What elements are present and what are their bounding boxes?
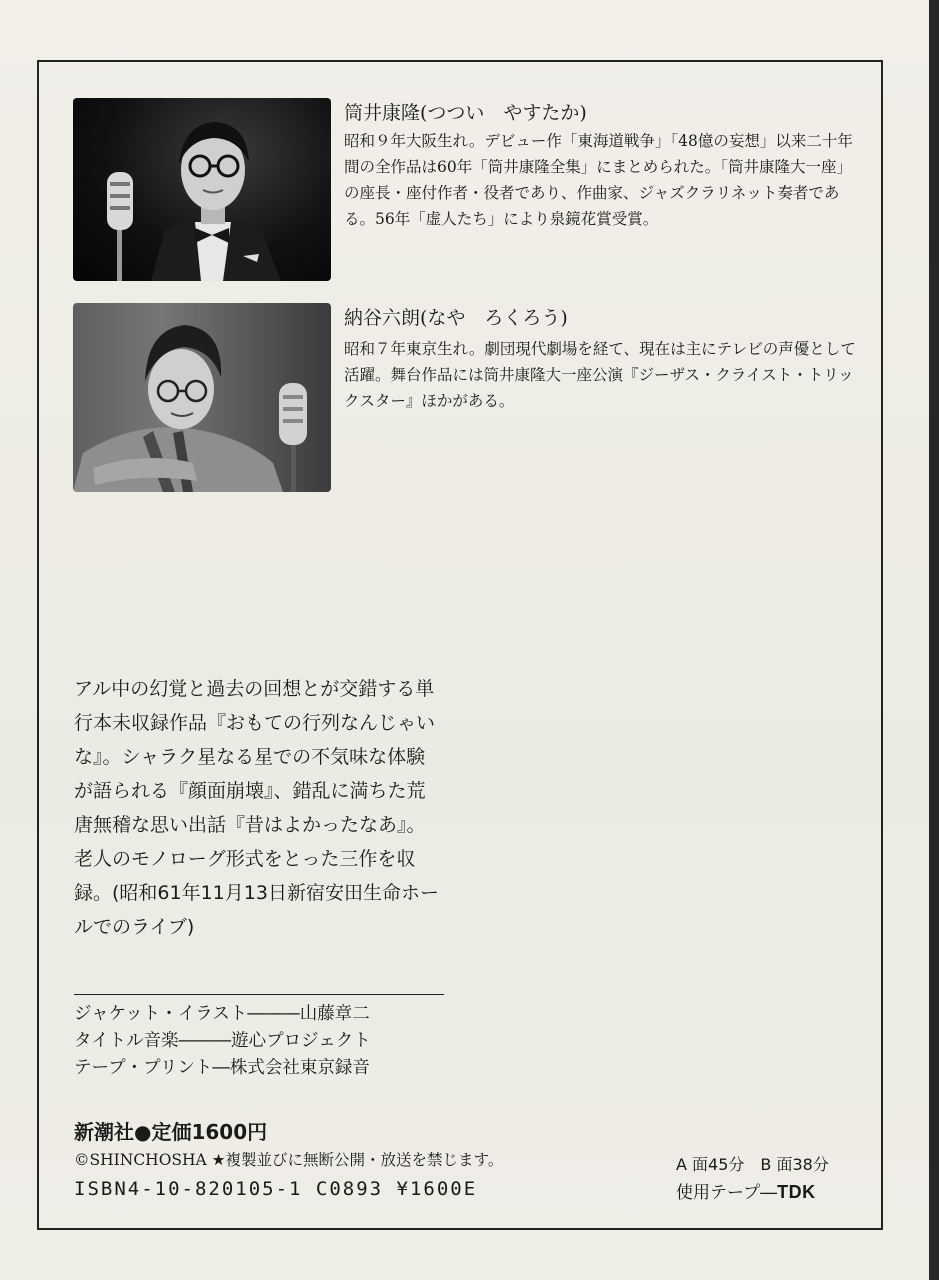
card-edge bbox=[929, 0, 939, 1280]
performer2-bio: 昭和７年東京生れ。劇団現代劇場を経て、現在は主にテレビの声優として活躍。舞台作品には筒井康隆大一座公演『ジーザス・クライスト・トリックスター』ほかがある。 bbox=[344, 340, 856, 410]
performer2-name: 納谷六朗(なや ろくろう) bbox=[344, 307, 568, 329]
performer1-name: 筒井康隆(つつい やすたか) bbox=[344, 102, 587, 124]
credit-jacket-illustration: ジャケット・イラスト―――山藤章二 bbox=[74, 1004, 370, 1024]
isbn-code: ISBN4-10-820105-1 C0893 ¥1600E bbox=[74, 1178, 478, 1200]
publisher-price: 新潮社●定価1600円 bbox=[74, 1120, 268, 1144]
performer2-illustration bbox=[73, 303, 331, 492]
tdk-brand: TDK bbox=[777, 1182, 816, 1202]
performer2-photo bbox=[73, 303, 331, 492]
copyright-notice: ©SHINCHOSHA ★複製並びに無断公開・放送を禁じます。 bbox=[74, 1151, 504, 1169]
performer1-photo bbox=[73, 98, 331, 281]
program-description: アル中の幻覚と過去の回想とが交錯する単行本未収録作品『おもての行列なんじゃいな』。シャラク星なる星での不気味な体験が語られる『顔面崩壊』、錯乱に満ちた荒唐無稽な思い出話『昔はよかったなあ』。老人のモノローグ形式をとった三作を収録。(昭和61年11月13日新宿安田生命ホールでのライブ) bbox=[74, 678, 439, 938]
tape-label: 使用テープ― bbox=[676, 1183, 778, 1203]
credit-tape-print: テープ・プリント―株式会社東京録音 bbox=[74, 1058, 370, 1078]
side-durations: A 面45分 B 面38分 bbox=[676, 1155, 829, 1174]
performer1-illustration bbox=[73, 98, 331, 281]
performer1-bio: 昭和９年大阪生れ。デビュー作「東海道戦争」「48億の妄想」以来二十年間の全作品は60年「筒井康隆全集」にまとめられた。「筒井康隆大一座」の座長・座付作者・役者であり、作曲家、ジャズクラリネット奏者である。56年「虚人たち」により泉鏡花賞受賞。 bbox=[344, 132, 853, 228]
tape-info bbox=[676, 1178, 816, 1203]
credit-title-music: タイトル音楽―――遊心プロジェクト bbox=[74, 1031, 371, 1051]
credits-list bbox=[74, 994, 444, 1082]
